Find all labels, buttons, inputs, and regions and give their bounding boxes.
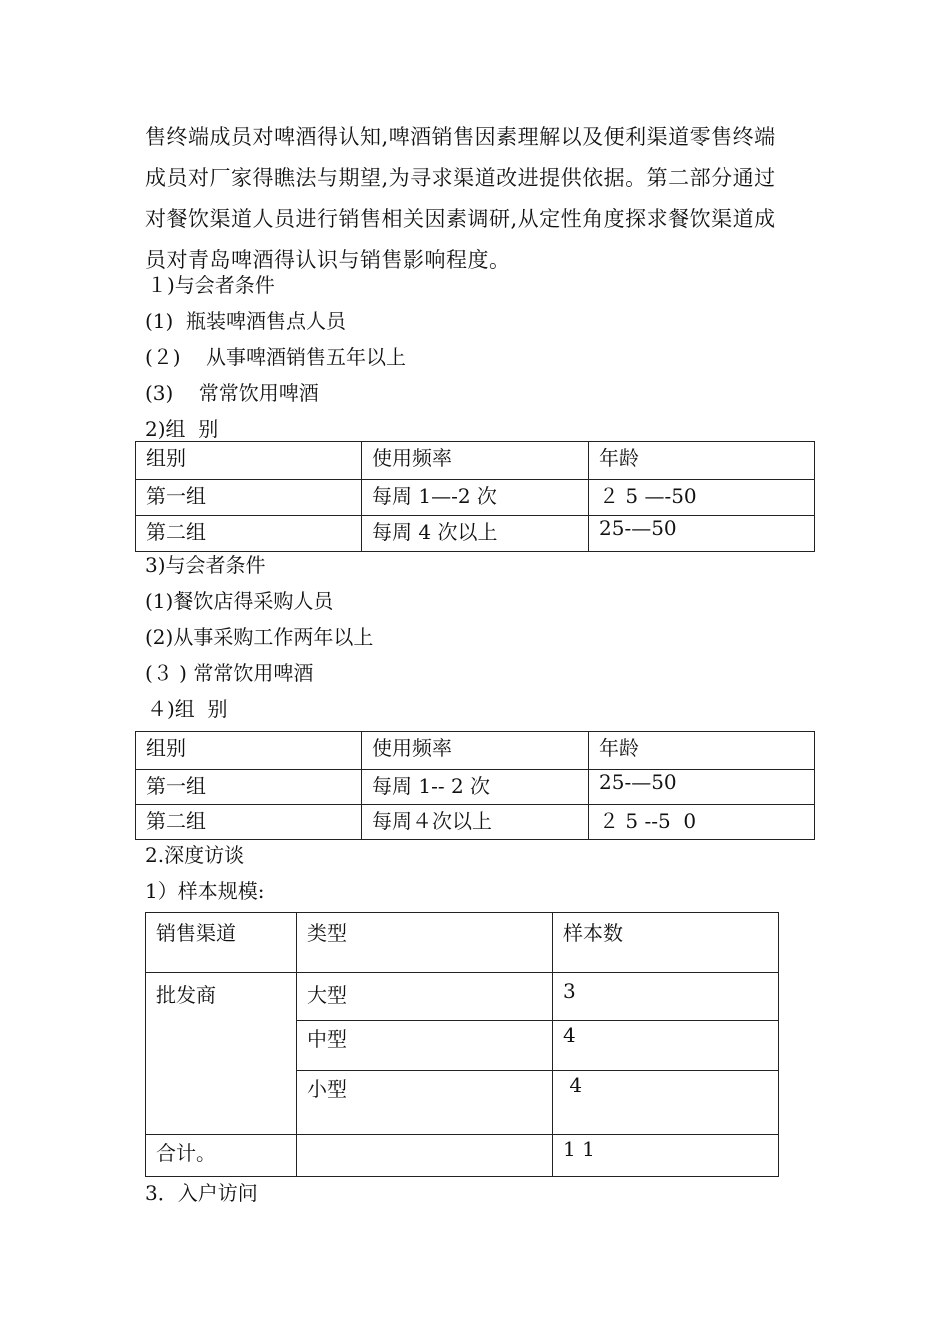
table-row bbox=[136, 805, 815, 840]
table-cell: 每周 1—-2 次 bbox=[362, 480, 589, 516]
table-row bbox=[136, 516, 815, 552]
intro-line: 售终端成员对啤酒得认知,啤酒销售因素理解以及便利渠道零售终端 bbox=[145, 125, 776, 149]
section-heading: ４)组 别 bbox=[147, 697, 228, 721]
table-cell: 每周 1-- 2 次 bbox=[362, 770, 589, 805]
channel-cell: 批发商 bbox=[146, 973, 297, 1135]
list-item: (1)餐饮店得采购人员 bbox=[145, 589, 334, 613]
table-cell: 第一组 bbox=[136, 770, 362, 805]
intro-line: 对餐饮渠道人员进行销售相关因素调研,从定性角度探求餐饮渠道成 bbox=[145, 207, 776, 231]
table-header-cell: 类型 bbox=[297, 913, 553, 973]
list-item: (3) 常常饮用啤酒 bbox=[145, 381, 319, 405]
section-heading: 3．入户访问 bbox=[145, 1181, 258, 1205]
table-cell: 25-—50 bbox=[589, 770, 815, 805]
table-row bbox=[146, 973, 779, 1021]
table-header-row bbox=[146, 913, 779, 973]
list-item: (2)从事采购工作两年以上 bbox=[145, 625, 374, 649]
table-header-cell: 样本数 bbox=[553, 913, 779, 973]
table-header-cell: 使用频率 bbox=[362, 732, 589, 770]
table-cell: 第二组 bbox=[136, 516, 362, 552]
intro-line: 成员对厂家得瞧法与期望,为寻求渠道改进提供依据。第二部分通过 bbox=[145, 166, 776, 190]
table-cell: 大型 bbox=[297, 973, 553, 1021]
sample-table bbox=[145, 912, 779, 1177]
section-heading: 2)组 别 bbox=[145, 417, 219, 441]
table-header-cell: 年龄 bbox=[589, 442, 815, 480]
section-heading: １)与会者条件 bbox=[147, 273, 275, 297]
list-item: (２) 从事啤酒销售五年以上 bbox=[145, 345, 407, 369]
table-row bbox=[136, 480, 815, 516]
table-row bbox=[136, 770, 815, 805]
table-cell: 4 bbox=[553, 1021, 779, 1071]
table-header-row bbox=[136, 732, 815, 770]
intro-paragraph bbox=[145, 117, 815, 281]
table-cell: 第二组 bbox=[136, 805, 362, 840]
table-cell: ２ 5 —-50 bbox=[589, 480, 815, 516]
table-cell: 小型 bbox=[297, 1071, 553, 1135]
section-heading: 3)与会者条件 bbox=[145, 553, 266, 577]
table-cell: 4 bbox=[553, 1071, 779, 1135]
list-item: (1) 瓶装啤酒售点人员 bbox=[145, 309, 347, 333]
table-cell bbox=[297, 1135, 553, 1177]
group-table-2 bbox=[135, 731, 815, 840]
table-cell: 第一组 bbox=[136, 480, 362, 516]
table-header-row bbox=[136, 442, 815, 480]
table-cell: 3 bbox=[553, 973, 779, 1021]
table-header-cell: 年龄 bbox=[589, 732, 815, 770]
table-header-cell: 组别 bbox=[136, 442, 362, 480]
list-item: (３ ) 常常饮用啤酒 bbox=[145, 661, 314, 685]
sub-heading: 1）样本规模: bbox=[145, 879, 265, 903]
table-total-row bbox=[146, 1135, 779, 1177]
table-cell: 25-—50 bbox=[589, 516, 815, 552]
total-value: 1 1 bbox=[553, 1135, 779, 1177]
table-header-cell: 使用频率 bbox=[362, 442, 589, 480]
table-header-cell: 销售渠道 bbox=[146, 913, 297, 973]
table-header-cell: 组别 bbox=[136, 732, 362, 770]
table-cell: 中型 bbox=[297, 1021, 553, 1071]
table-cell: 每周 4 次以上 bbox=[362, 516, 589, 552]
table-cell: 每周４次以上 bbox=[362, 805, 589, 840]
section-heading: 2.深度访谈 bbox=[145, 843, 245, 867]
total-label: 合计。 bbox=[146, 1135, 297, 1177]
table-cell: ２ 5 --5 0 bbox=[589, 805, 815, 840]
intro-line: 员对青岛啤酒得认识与销售影响程度。 bbox=[145, 248, 511, 272]
group-table-1 bbox=[135, 441, 815, 552]
